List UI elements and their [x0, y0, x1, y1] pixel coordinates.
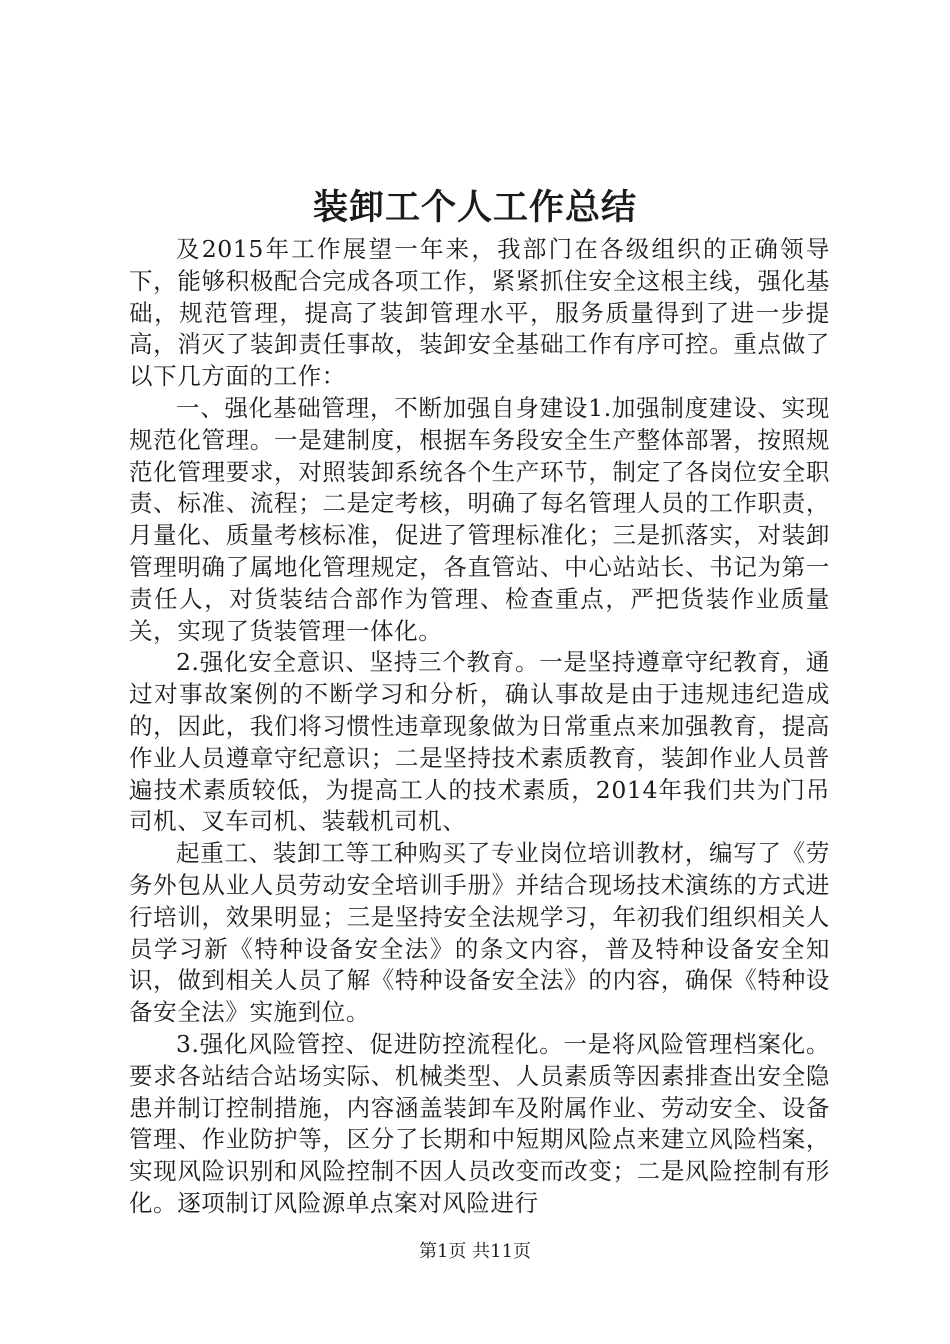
paragraph-section-1: 一、强化基础管理，不断加强自身建设1.加强制度建设、实现规范化管理。一是建制度，根据车务段安全生产整体部署，按照规范化管理要求，对照装卸系统各个生产环节，制定了各岗位安全职责、标准、流程；二是定考核，明确了每名管理人员的工作职责，月量化、质量考核标准，促进了管理标准化；三是抓落实，对装卸管理明确了属地化管理规定，各直管站、中心站站长、书记为第一责任人，对货装结合部作为管理、检查重点，严把货装作业质量关，实现了货装管理一体化。	[129, 393, 830, 645]
paragraph-intro: 及2015年工作展望一年来，我部门在各级组织的正确领导下，能够积极配合完成各项工作，紧紧抓住安全这根主线，强化基础，规范管理，提高了装卸管理水平，服务质量得到了进一步提高，消灭了装卸责任事故，装卸安全基础工作有序可控。重点做了以下几方面的工作：	[129, 235, 830, 391]
paragraph-section-2: 2.强化安全意识、坚持三个教育。一是坚持遵章守纪教育，通过对事故案例的不断学习和分析，确认事故是由于违规违纪造成的，因此，我们将习惯性违章现象做为日常重点来加强教育，提高作业人员遵章守纪意识；二是坚持技术素质教育，装卸作业人员普遍技术素质较低，为提高工人的技术素质，2014年我们共为门吊司机、叉车司机、装载机司机、	[129, 648, 830, 836]
document-title: 装卸工个人工作总结	[312, 188, 637, 228]
document-body	[129, 234, 830, 1220]
page-number-footer: 第1页 共11页	[418, 1241, 532, 1262]
paragraph-section-2-continued: 起重工、装卸工等工种购买了专业岗位培训教材，编写了《劳务外包从业人员劳动安全培训手册》并结合现场技术演练的方式进行培训，效果明显；三是坚持安全法规学习，年初我们组织相关人员学习新《特种设备安全法》的条文内容，普及特种设备安全知识，做到相关人员了解《特种设备安全法》的内容，确保《特种设备安全法》实施到位。	[129, 839, 830, 1027]
paragraph-section-3: 3.强化风险管控、促进防控流程化。一是将风险管理档案化。要求各站结合站场实际、机械类型、人员素质等因素排查出安全隐患并制订控制措施，内容涵盖装卸车及附属作业、劳动安全、设备管理、作业防护等，区分了长期和中短期风险点来建立风险档案，实现风险识别和风险控制不因人员改变而改变；二是风险控制有形化。逐项制订风险源单点案对风险进行	[129, 1029, 830, 1217]
